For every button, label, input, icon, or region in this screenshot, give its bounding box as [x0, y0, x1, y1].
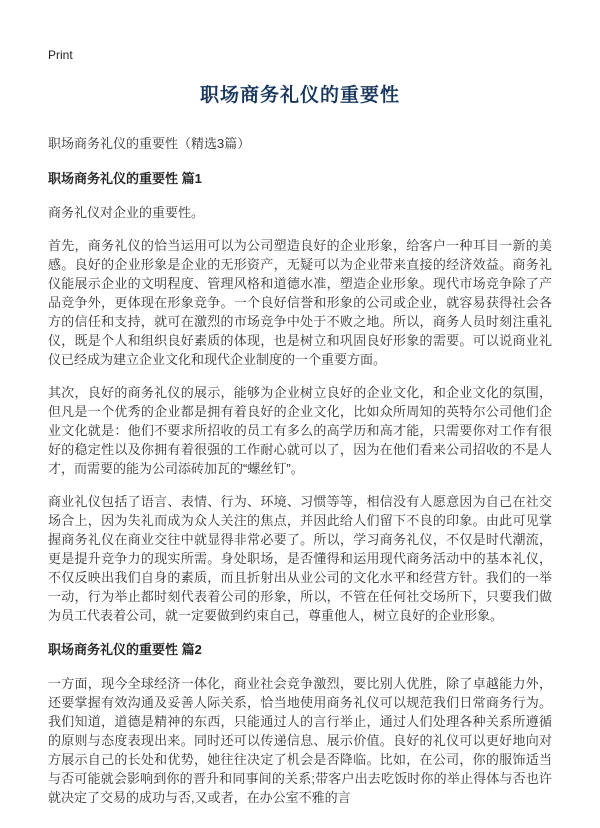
section-2-paragraph-1: 一方面，现今全球经济一体化，商业社会竞争激烈，要比别人优胜，除了卓越能力外，还要掌握有效沟通及妥善人际关系，恰当地使用商务礼仪可以规范我们日常商务行为。我们知道，道德是精神的东西，只能通过人的言行举止，通过人们处理各种关系所遵循的原则与态度表现出来。同时还可以传递信息、展示价值。良好的礼仪可以更好地向对方展示自己的长处和优势，她往往决定了机会是否降临。比如，在公司，你的服饰适当与否可能就会影响到你的晋升和同事间的关系;带客户出去吃饭时你的举止得体与否也许就决定了交易的成功与否,又或者，在办公室不雅的言 — [48, 676, 552, 805]
page-title: 职场商务礼仪的重要性 — [199, 85, 400, 106]
section-2 — [48, 639, 552, 807]
section-1-intro: 商务礼仪对企业的重要性。 — [48, 205, 205, 220]
section-1-paragraph-2: 其次，良好的商务礼仪的展示，能够为企业树立良好的企业文化，和企业文化的氛围，但凡是一个优秀的企业都是拥有着良好的企业文化，比如众所周知的英特尔公司他们企业文化就是：他们不要求所招收的员工有多么的高学历和高才能，只需要你对工作有很好的稳定性以及你拥有着很强的工作耐心就可以了，因为在他们看来公司招收的不是人才，而需要的能为公司添砖加瓦的“螺丝钉”。 — [48, 385, 552, 476]
section-1-heading: 职场商务礼仪的重要性 篇1 — [48, 171, 202, 186]
doc-subtitle: 职场商务礼仪的重要性（精选3篇） — [48, 136, 251, 151]
section-1 — [48, 168, 552, 625]
section-1-paragraph-1: 首先，商务礼仪的恰当运用可以为公司塑造良好的企业形象，给客户一种耳目一新的美感。良好的企业形象是企业的无形资产，无疑可以为企业带来直接的经济效益。商务礼仪能展示企业的文明程度、管理风格和道德水准，塑造企业形象。现代市场竞争除了产品竞争外，更体现在形象竞争。一个良好信誉和形象的公司或企业，就容易获得社会各方的信任和支持，就可在激烈的市场竞争中处于不败之地。所以，商务人员时刻注重礼仪，既是个人和组织良好素质的体现，也是树立和巩固良好形象的需要。可以说商业礼仪已经成为建立企业文化和现代企业制度的一个重要方面。 — [48, 238, 552, 367]
section-1-paragraph-3: 商业礼仪包括了语言、表情、行为、环境、习惯等等，相信没有人愿意因为自己在社交场合上，因为失礼而成为众人关注的焦点，并因此给人们留下不良的印象。由此可见掌握商务礼仪在商业交往中就显得非常必要了。所以，学习商务礼仪，不仅是时代潮流，更是提升竞争力的现实所需。身处职场，是否懂得和运用现代商务活动中的基本礼仪，不仅反映出我们自身的素质，而且折射出从业公司的文化水平和经营方针。我们的一举一动，行为举止都时刻代表着公司的形象，所以，不管在任何社交场所下，只要我们做为员工代表着公司，就一定要做到约束自己，尊重他人，树立良好的企业形象。 — [48, 494, 552, 623]
section-2-heading: 职场商务礼仪的重要性 篇2 — [48, 642, 202, 657]
print-link[interactable]: Print — [48, 48, 73, 62]
